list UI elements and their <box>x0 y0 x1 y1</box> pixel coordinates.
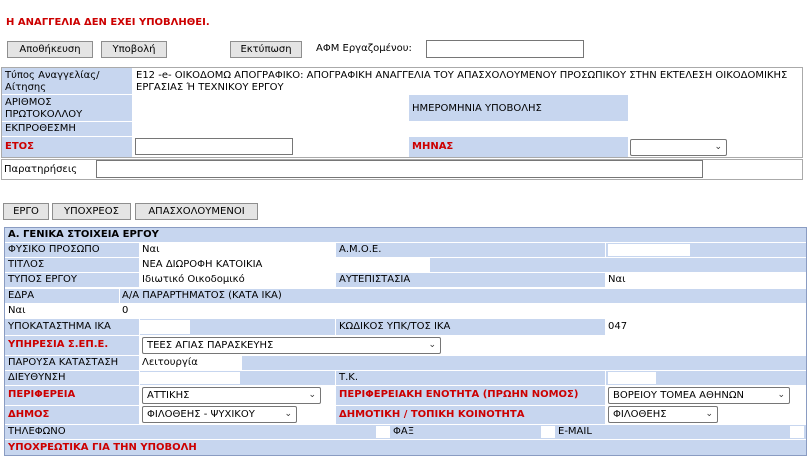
phone-input[interactable] <box>376 426 390 438</box>
fax-input[interactable] <box>541 426 555 438</box>
fax-label: ΦΑΞ <box>393 426 415 437</box>
month-select[interactable] <box>630 139 727 156</box>
late-label: ΕΚΠΡΟΘΕΣΜΗ <box>2 122 132 136</box>
status-message: Η ΑΝΑΓΓΕΛΙΑ ΔΕΝ ΕΧΕΙ ΥΠΟΒΛΗΘΕΙ. <box>6 17 210 28</box>
chevron-down-icon: ⌄ <box>777 390 785 400</box>
required-note: ΥΠΟΧΡΕΩΤΙΚΑ ΓΙΑ ΤΗΝ ΥΠΟΒΟΛΗ <box>5 440 806 455</box>
email-label: E-MAIL <box>558 426 592 437</box>
branch-num-value: 0 <box>120 304 806 318</box>
region-select[interactable] <box>142 387 321 404</box>
ika-branch-value <box>140 320 190 334</box>
month-label: ΜΗΝΑΣ <box>409 137 628 157</box>
notes-input[interactable] <box>96 160 703 178</box>
type-value: Ε12 -e- ΟΙΚΟΔΟΜΩ ΑΠΟΓΡΑΦΙΚΟ: ΑΠΟΓΡΑΦΙΚΗ ΑΝΑΓΓΕΛΙΑ ΤΟΥ ΑΠΑΣΧΟΛΟΥΜΕΝΟΥ ΠΡΟΣΩΠΙΚΟΥ ΣΤΗΝ ΕΚΤΕΛΕΣΗ ΟΙΚΟΔΟΜΙΚΗΣ ΕΡΓΑΣΙΑΣ Ή ΤΕΧΝΙΚΟΥ ΕΡΓΟΥ <box>133 68 802 94</box>
tab-ergo[interactable]: ΕΡΓΟ <box>3 203 49 220</box>
sepe-select-value: ΤΕΕΣ ΑΓΙΑΣ ΠΑΡΑΣΚΕΥΗΣ <box>147 340 274 351</box>
address-value <box>140 372 240 384</box>
employee-afm-label: ΑΦΜ Εργαζομένου: <box>316 43 412 54</box>
region-select-value: ΑΤΤΙΚΗΣ <box>147 390 190 401</box>
current-status-label: ΠΑΡΟΥΣΑ ΚΑΤΑΣΤΑΣΗ <box>5 356 139 370</box>
late-value <box>133 122 802 136</box>
submit-button[interactable]: Υποβολή <box>101 41 167 58</box>
chevron-down-icon: ⌄ <box>714 142 722 152</box>
year-input[interactable] <box>135 138 293 155</box>
save-button[interactable]: Αποθήκευση <box>7 41 93 58</box>
submit-date-value <box>629 95 802 121</box>
ika-code-value: 047 <box>606 319 806 335</box>
chevron-down-icon: ⌄ <box>284 409 292 419</box>
section-title: Α. ΓΕΝΙΚΑ ΣΤΟΙΧΕΙΑ ΕΡΓΟΥ <box>5 228 806 242</box>
title-value: ΝΕΑ ΔΙΩΡΟΦΗ ΚΑΤΟΙΚΙΑ <box>140 258 430 272</box>
regional-unit-select[interactable] <box>608 387 790 404</box>
postal-label: Τ.Κ. <box>336 371 605 385</box>
project-type-value: Ιδιωτικό Οικοδομικό <box>140 273 335 287</box>
year-label: ΕΤΟΣ <box>2 137 132 157</box>
project-type-label: ΤΥΠΟΣ ΕΡΓΟΥ <box>5 273 139 287</box>
self-build-value: Ναι <box>606 273 806 287</box>
chevron-down-icon: ⌄ <box>428 340 436 350</box>
tab-apasxoloumenoi[interactable]: ΑΠΑΣΧΟΛΟΥΜΕΝΟΙ <box>135 203 258 220</box>
postal-value <box>608 372 656 384</box>
sepe-label: ΥΠΗΡΕΣΙΑ Σ.ΕΠ.Ε. <box>5 336 139 355</box>
amoe-label: Α.Μ.Ο.Ε. <box>336 243 605 257</box>
branch-num-label: Α/Α ΠΑΡΑΡΤΗΜΑΤΟΣ (ΚΑΤΑ ΙΚΑ) <box>120 289 806 303</box>
email-input[interactable] <box>790 426 804 438</box>
protocol-label: ΑΡΙΘΜΟΣ ΠΡΩΤΟΚΟΛΛΟΥ <box>2 95 132 121</box>
notes-label: Παρατηρήσεις <box>4 164 78 175</box>
self-build-label: ΑΥΤΕΠΙΣΤΑΣΙΑ <box>336 273 605 287</box>
address-label: ΔΙΕΥΘΥΝΣΗ <box>5 371 139 385</box>
municipality-select[interactable] <box>142 406 297 423</box>
amoe-value <box>608 244 690 256</box>
region-label: ΠΕΡΙΦΕΡΕΙΑ <box>5 386 139 405</box>
municipality-label: ΔΗΜΟΣ <box>5 406 139 424</box>
employee-afm-input[interactable] <box>426 40 584 58</box>
print-button[interactable]: Εκτύπωση <box>230 41 302 58</box>
chevron-down-icon: ⌄ <box>705 409 713 419</box>
municipality-select-value: ΦΙΛΟΘΕΗΣ - ΨΥΧΙΚΟΥ <box>147 409 255 420</box>
regional-unit-select-value: ΒΟΡΕΙΟΥ ΤΟΜΕΑ ΑΘΗΝΩΝ <box>613 390 744 401</box>
chevron-down-icon: ⌄ <box>308 390 316 400</box>
seat-value: Ναι <box>5 304 119 318</box>
type-label: Τύπος Αναγγελίας/Αίτησης <box>2 68 132 94</box>
natural-person-label: ΦΥΣΙΚΟ ΠΡΟΣΩΠΟ <box>5 243 139 257</box>
sepe-select[interactable] <box>142 337 441 354</box>
community-select[interactable] <box>608 406 718 423</box>
community-label: ΔΗΜΟΤΙΚΗ / ΤΟΠΙΚΗ ΚΟΙΝΟΤΗΤΑ <box>336 406 605 424</box>
seat-label: ΕΔΡΑ <box>5 289 119 303</box>
protocol-value <box>133 95 408 121</box>
regional-unit-label: ΠΕΡΙΦΕΡΕΙΑΚΗ ΕΝΟΤΗΤΑ (ΠΡΩΗΝ ΝΟΜΟΣ) <box>336 386 605 405</box>
title-label: ΤΙΤΛΟΣ <box>5 258 139 272</box>
community-select-value: ΦΙΛΟΘΕΗΣ <box>613 409 667 420</box>
submit-date-label: ΗΜΕΡΟΜΗΝΙΑ ΥΠΟΒΟΛΗΣ <box>409 95 628 121</box>
ika-branch-label: ΥΠΟΚΑΤΑΣΤΗΜΑ ΙΚΑ <box>5 319 139 335</box>
phone-label: ΤΗΛΕΦΩΝΟ <box>8 426 66 437</box>
ika-code-label: ΚΩΔΙΚΟΣ ΥΠΚ/ΤΟΣ ΙΚΑ <box>336 319 605 335</box>
current-status-value: Λειτουργία <box>140 356 242 370</box>
natural-person-value: Ναι <box>140 243 335 257</box>
tab-ypoxreos[interactable]: ΥΠΟΧΡΕΟΣ <box>52 203 131 220</box>
